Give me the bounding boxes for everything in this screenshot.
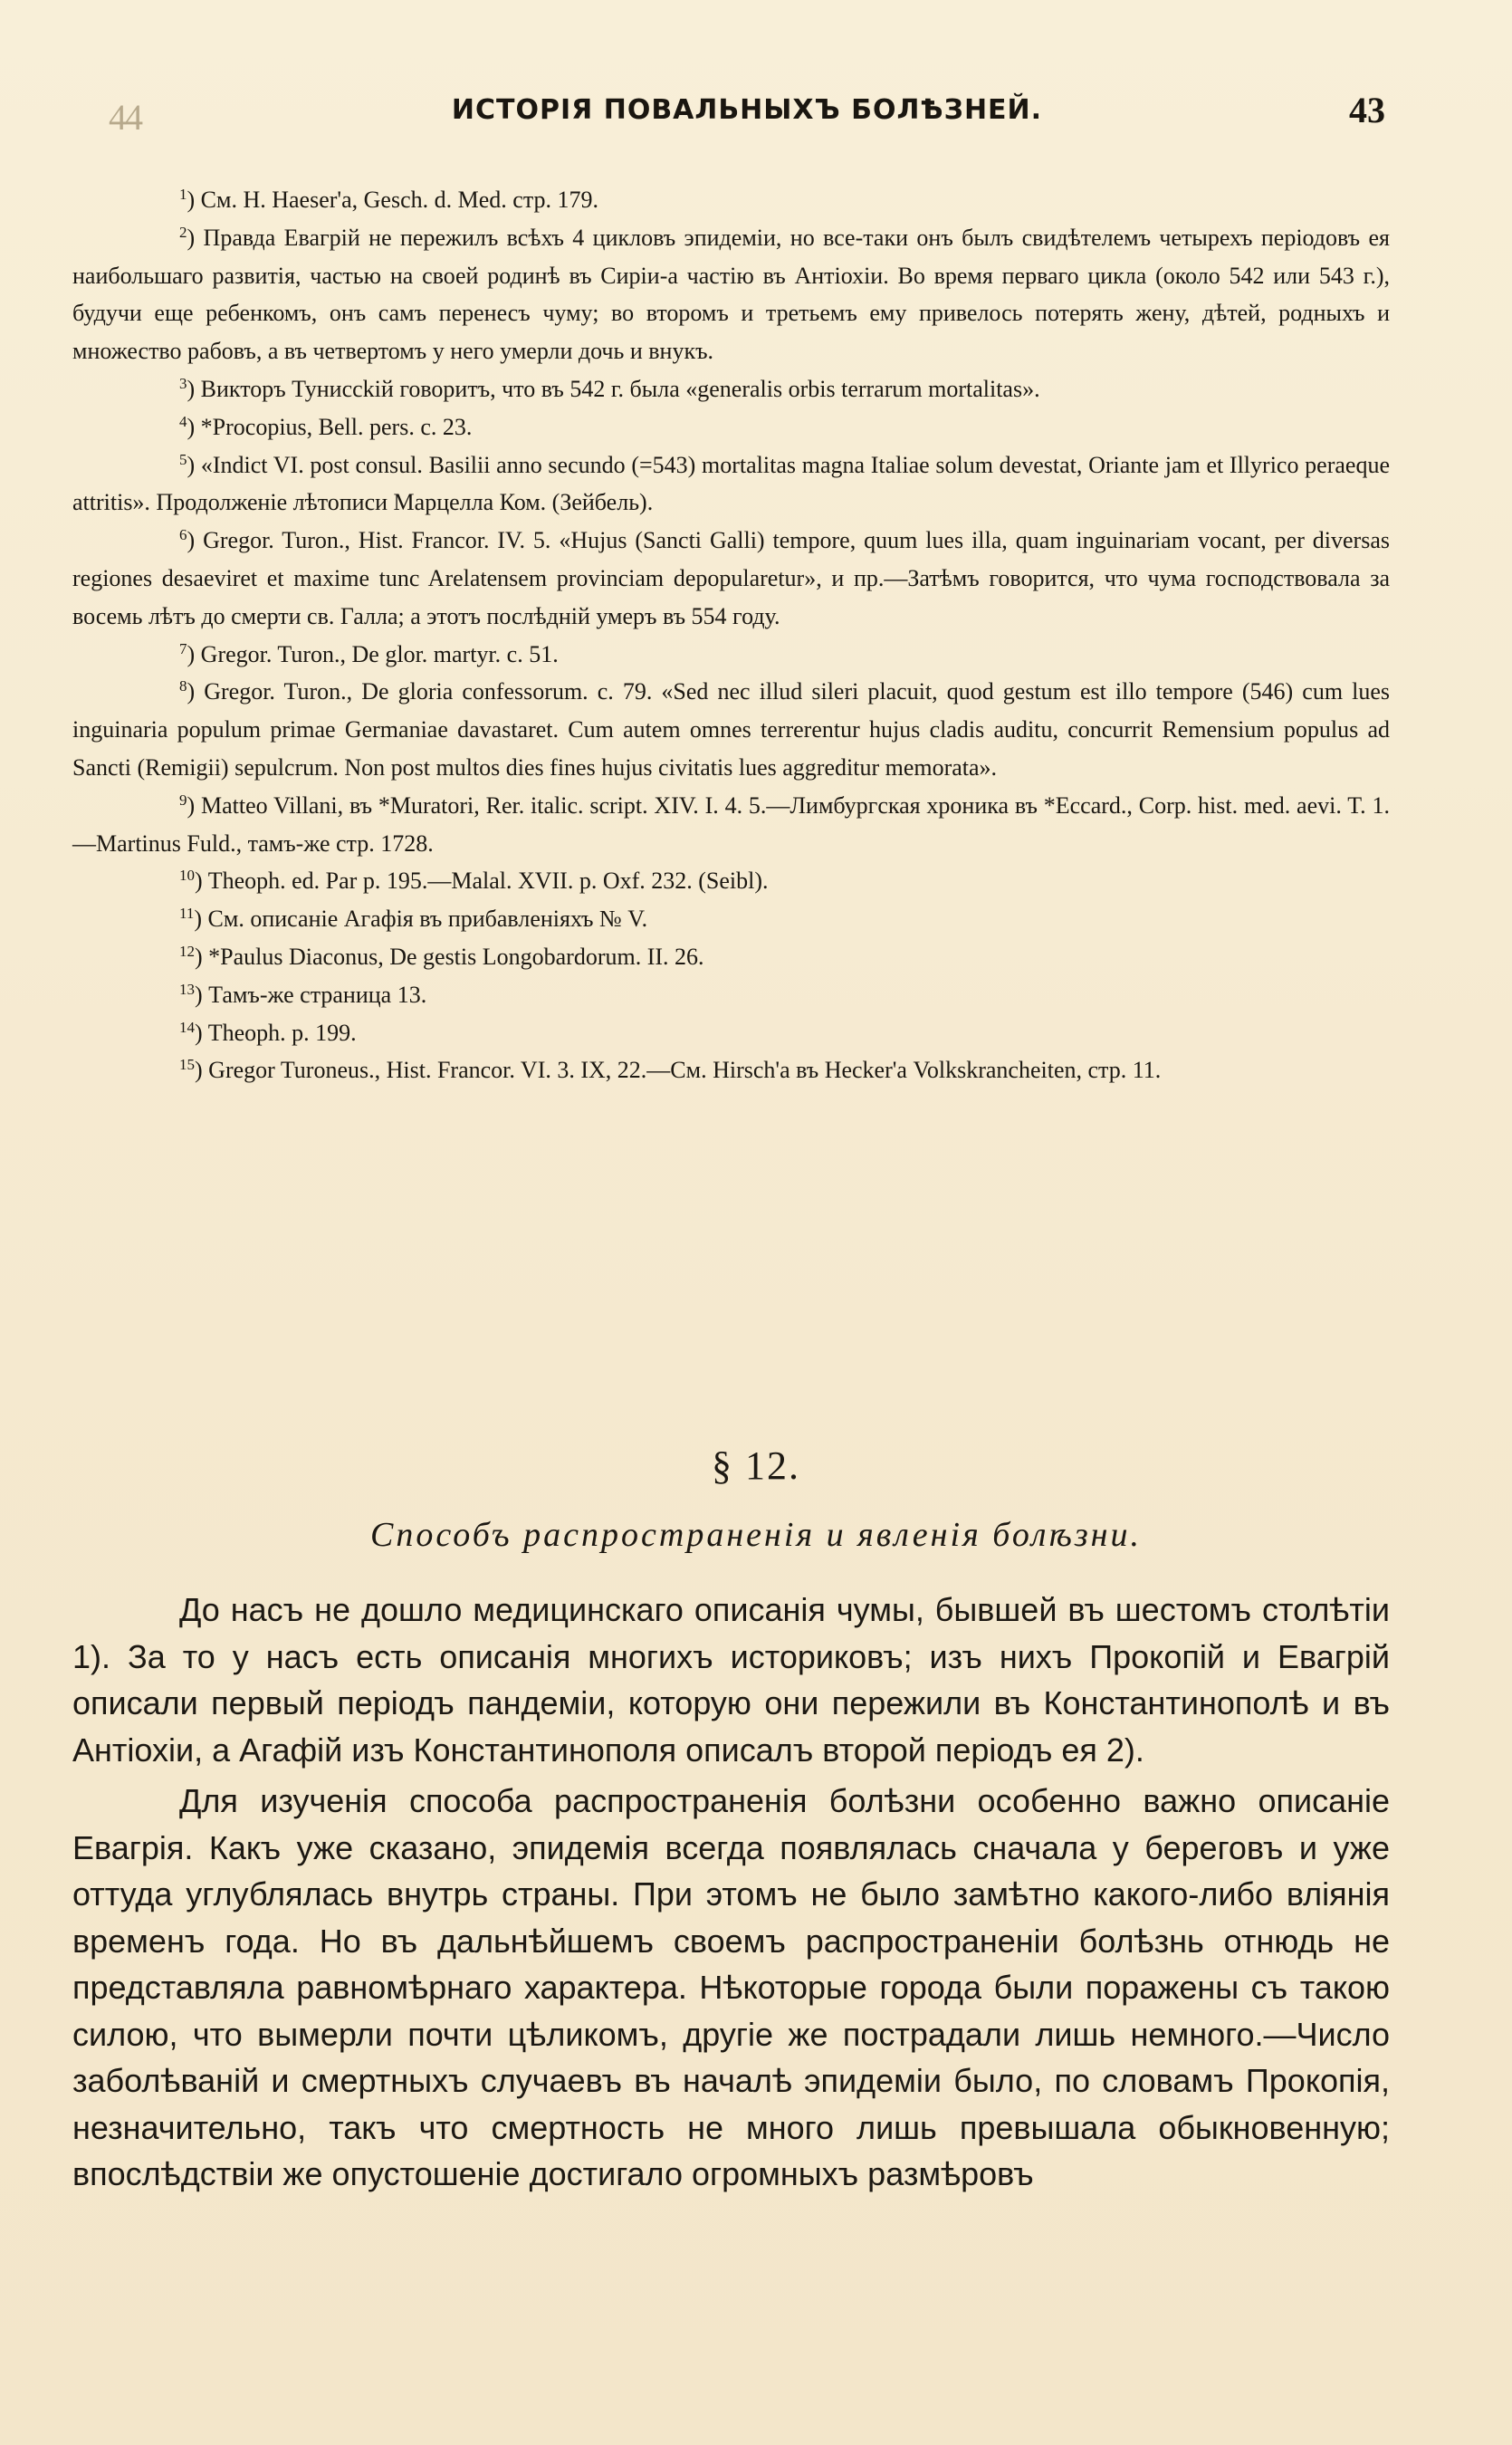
footnote-number: 14 (179, 1018, 195, 1036)
margin-mark: 44 (109, 97, 141, 138)
footnote-text: Gregor. Turon., De gloria confessorum. c. 79. «Sed nec illud sileri placuit, quod gestum est illo tempore (546) cum lues inguinaria populum primae Germaniae davastaret. Cum autem omnes terrerentur hujus cladis auditu, concurrit Remensium populus ad Sancti (Remigii) sepulcrum. Non post multos dies fines hujus civitatis lues aggreditur memorata». (72, 678, 1390, 781)
body-paragraph: Для изученія способа распространенія болѣзни особенно важно описаніе Евагрія. Какъ уже сказано, эпидемія всегда появлялась сначала у береговъ и уже оттуда углублялась внутрь страны. При этомъ не было замѣтно какого-либо вліянія временъ года. Но въ дальнѣйшемъ своемъ распространеніи болѣзнь отнюдь не представляла равномѣрнаго характера. Нѣкоторые города были поражены съ такою силою, что вымерли почти цѣликомъ, другіе же пострадали лишь немного.—Число заболѣваній и смертныхъ случаевъ въ началѣ эпидеміи было, по словамъ Прокопія, незначительно, такъ что смертность не много лишь превышала обыкновенную; впослѣдствіи же опустошеніе достигало огромныхъ размѣровъ (72, 1782, 1390, 2192)
footnote-number: 9 (179, 791, 187, 809)
footnote: $^1$) См. Н. Haeser'a, Gesch. d. Med. стр. 179. (179, 186, 598, 213)
footnote-number: 5 (179, 450, 187, 468)
footnote: $^5$) «Indict VI. post consul. Basilii anno secundo (=543) mortalitas magna Italiae solum devestat, Oriante jam et Illyrico peraeque attritis». Продолженіе лѣтописи Марцелла Ком. (Зейбель). (72, 450, 1390, 516)
footnote-text: Gregor. Turon., Hist. Francor. IV. 5. «Hujus (Sancti Galli) tempore, quum lues illa, quam inguinariam vocant, per diversas regiones desaeviret et maxime tunc Arelatensem provinciam depopularetur», и пр.—Затѣмъ говорится, что чума господствовала за восемь лѣтъ до смерти св. Галла; а этотъ послѣдній умеръ въ 554 году. (72, 527, 1390, 629)
footnote-text: Gregor. Turon., De glor. martyr. c. 51. (200, 640, 559, 667)
footnote-text: Тамъ-же страница 13. (208, 981, 427, 1008)
footnote-number: 1 (179, 186, 187, 203)
section-title: Способъ распространенія и явленія болѣзни. (370, 1516, 1142, 1554)
footnote: $^7$) Gregor. Turon., De glor. martyr. c. 51. (179, 639, 559, 667)
footnote-number: 11 (179, 905, 195, 923)
footnote: $^2$) Правда Евагрій не пережилъ всѣхъ 4 цикловъ эпидеміи, но все-таки онъ былъ свидѣтелемъ четырехъ періодовъ ея наибольшаго развитія, частью на своей родинѣ въ Сиріи-а частію въ Антіохіи. Во время перваго цикла (около 542 или 543 г.), будучи еще ребенкомъ, онъ самъ перенесъ чуму; во второмъ и третьемъ ему привелось потерять жену, дѣтей, родныхъ и множество рабовъ, а въ четвертомъ у него умерли дочь и внукъ. (72, 223, 1390, 365)
page-header (109, 89, 1385, 138)
footnote-text: Викторъ Туниссkій говоритъ, что въ 542 г. была «generalis orbis terrarum mortalitas». (200, 375, 1040, 402)
footnote-number: 2 (179, 223, 187, 241)
footnote-text: Theoph. p. 199. (207, 1019, 357, 1046)
page-number: 43 (1349, 90, 1385, 130)
footnote-text: Matteo Villani, въ *Muratori, Rer. italic. script. XIV. I. 4. 5.—Лимбургская хроника въ *Eccard., Corp. hist. med. aevi. T. 1.—Martinus Fuld., тамъ-же стр. 1728. (72, 791, 1390, 857)
footnote: $^{11}$) См. описаніе Агафія въ прибавленіяхъ № V. (179, 905, 648, 933)
footnote-text: *Paulus Diaconus, De gestis Longobardorum. II. 26. (208, 943, 704, 970)
footnote: $^{10}$) Theoph. ed. Par p. 195.—Malal. XVII. p. Oxf. 232. (Seibl). (179, 867, 769, 895)
footnote: $^6$) Gregor. Turon., Hist. Francor. IV. 5. «Hujus (Sancti Galli) tempore, quum lues illa, quam inguinariam vocant, per diversas regiones desaeviret et maxime tunc Arelatensem provinciam depopularetur», и пр.—Затѣмъ говорится, что чума господствовала за восемь лѣтъ до смерти св. Галла; а этотъ послѣдній умеръ въ 554 году. (72, 526, 1390, 629)
footnote-number: 7 (179, 639, 187, 657)
footnote-text: Theoph. ed. Par p. 195.—Malal. XVII. p. Oxf. 232. (Seibl). (207, 868, 769, 895)
footnote-text: См. Н. Haeser'a, Gesch. d. Med. стр. 179. (200, 187, 598, 213)
footnote-number: 4 (179, 412, 187, 430)
footnote-number: 10 (179, 867, 195, 885)
footnote-number: 15 (179, 1056, 195, 1074)
footnote-number: 6 (179, 526, 187, 544)
footnote: $^3$) Викторъ Туниссkій говоритъ, что въ 542 г. была «generalis orbis terrarum mortalitas». (179, 374, 1040, 402)
footnote-number: 12 (179, 942, 195, 960)
footnote-text: «Indict VI. post consul. Basilii anno secundo (=543) mortalitas magna Italiae solum devestat, Oriante jam et Illyrico peraeque attritis». Продолженіе лѣтописи Марцелла Ком. (Зейбель). (72, 451, 1390, 516)
footnote: $^{15}$) Gregor Turoneus., Hist. Francor. VI. 3. IX, 22.—См. Hirsch'а въ Hecker'а Volkskrancheiten, стр. 11. (179, 1056, 1162, 1084)
running-title: ИСТОРІЯ ПОВАЛЬНЫХЪ БОЛѢЗНЕЙ. (451, 94, 1043, 126)
footnotes (72, 181, 1390, 1089)
footnote: $^4$) *Procopius, Bell. pers. c. 23. (179, 412, 473, 440)
section-number: § 12. (712, 1443, 800, 1488)
footnote-text: Правда Евагрій не пережилъ всѣхъ 4 цикловъ эпидеміи, но все-таки онъ былъ свидѣтелемъ четырехъ періодовъ ея наибольшаго развитія, частью на своей родинѣ въ Сиріи-а частію въ Антіохіи. Во время перваго цикла (около 542 или 543 г.), будучи еще ребенкомъ, онъ самъ перенесъ чуму; во второмъ и третьемъ ему привелось потерять жену, дѣтей, родныхъ и множество рабовъ, а въ четвертомъ у него умерли дочь и внукъ. (72, 224, 1390, 365)
footnote-text: *Procopius, Bell. pers. c. 23. (200, 413, 473, 440)
footnote-number: 3 (179, 374, 187, 392)
footnote: $^9$) Matteo Villani, въ *Muratori, Rer. italic. script. XIV. I. 4. 5.—Лимбургская хроника въ *Eccard., Corp. hist. med. aevi. T. 1.—Martinus Fuld., тамъ-же стр. 1728. (72, 791, 1390, 857)
footnote: $^{12}$) *Paulus Diaconus, De gestis Longobardorum. II. 26. (179, 942, 704, 970)
body-paragraph: До насъ не дошло медицинскаго описанія чумы, бывшей въ шестомъ столѣтіи 1). За то у насъ есть описанія многихъ историковъ; изъ нихъ Прокопій и Евагрій описали первый періодъ пандеміи, которую они пережили въ Константинополѣ и въ Антіохіи, а Агафій изъ Константинополя описалъ второй періодъ ея 2). (72, 1591, 1390, 1769)
body-text (72, 1587, 1390, 2202)
footnote-number: 8 (179, 677, 187, 695)
footnote-text: См. описаніе Агафія въ прибавленіяхъ № V. (207, 906, 648, 933)
footnote: $^8$) Gregor. Turon., De gloria confessorum. c. 79. «Sed nec illud sileri placuit, quod gestum est illo tempore (546) cum lues inguinaria populum primae Germaniae davastaret. Cum autem omnes terrerentur hujus cladis auditu, concurrit Remensium populus ad Sancti (Remigii) sepulcrum. Non post multos dies fines hujus civitatis lues aggreditur memorata». (72, 677, 1390, 781)
footnote-number: 13 (179, 980, 195, 998)
footnote: $^{14}$) Theoph. p. 199. (179, 1018, 357, 1046)
footnote: $^{13}$) Тамъ-же страница 13. (179, 980, 427, 1008)
footnote-text: Gregor Turoneus., Hist. Francor. VI. 3. IX, 22.—См. Hirsch'а въ Hecker'а Volkskrancheiten, стр. 11. (208, 1057, 1162, 1084)
